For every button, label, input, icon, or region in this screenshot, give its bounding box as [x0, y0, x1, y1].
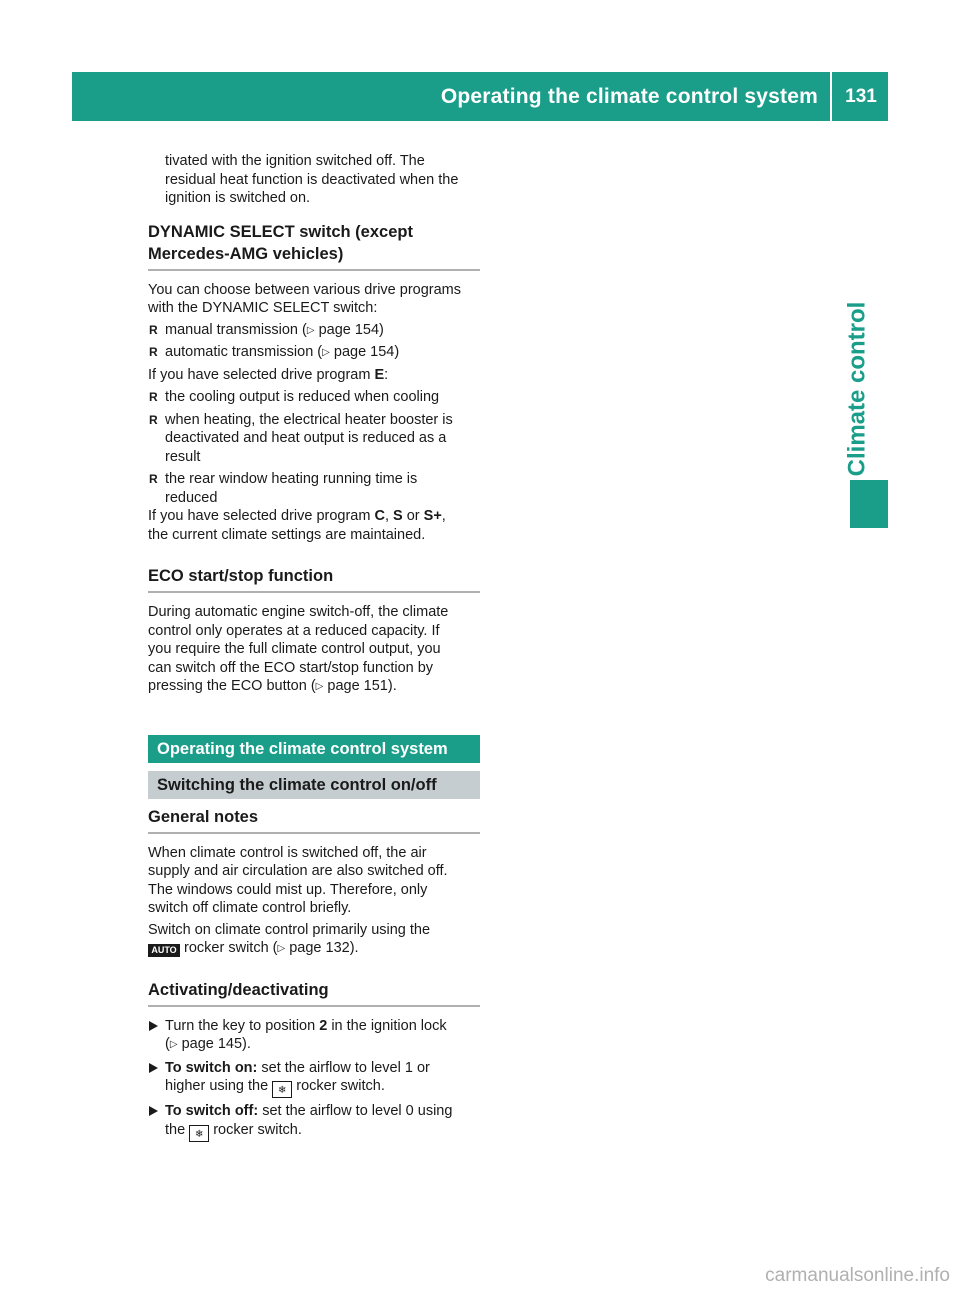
- triangle-right-icon: ▷: [306, 324, 315, 336]
- text-line: [148, 507, 480, 526]
- page-ref-link[interactable]: page 154): [333, 344, 400, 360]
- text-line: Switch on climate control primarily using the: [148, 921, 431, 938]
- heading-line: ECO start/stop function: [148, 567, 334, 585]
- page-ref-link[interactable]: page 151).: [327, 678, 397, 694]
- heading-line: DYNAMIC SELECT switch (except: [148, 222, 413, 241]
- step-label: To switch on:: [165, 1059, 258, 1076]
- text-line: supply and air circulation are also switched off.: [148, 863, 448, 879]
- dynamic-paragraph: [148, 281, 480, 318]
- drive-program-e-text: [148, 366, 480, 385]
- key-position: 2: [319, 1017, 328, 1034]
- triangle-right-icon: ▷: [322, 347, 330, 358]
- page-ref-link[interactable]: page 145).: [181, 1036, 251, 1052]
- text-span: rocker switch (: [180, 940, 278, 956]
- heading-line: General notes: [148, 807, 259, 826]
- text-line: [165, 1017, 480, 1036]
- drive-program-code: C: [374, 508, 385, 524]
- general-paragraph: [148, 844, 480, 918]
- heading-dynamic-select: [148, 221, 480, 271]
- list-item: [148, 321, 480, 341]
- text-span: pressing the ECO button (: [148, 678, 316, 694]
- text-span: set the airflow to level 1 or: [257, 1059, 430, 1076]
- text-line: R the rear window heating running time is: [165, 471, 418, 487]
- step-item: [148, 1059, 480, 1099]
- text-line: The windows could mist up. Therefore, only: [148, 881, 428, 898]
- drive-program-code: S+: [423, 508, 442, 524]
- text-span: :: [384, 366, 389, 383]
- text-line: the current climate settings are maintained.: [148, 526, 426, 543]
- text-span: rocker switch.: [209, 1121, 302, 1138]
- text-line: During automatic engine switch-off, the climate: [148, 604, 449, 620]
- text-line: residual heat function is deactivated when the: [165, 171, 459, 188]
- text-span: If you have selected drive program: [148, 508, 375, 524]
- watermark: carmanualsonline.info: [765, 1265, 950, 1286]
- triangle-right-icon: ▷: [277, 943, 286, 954]
- text-line: [165, 1121, 480, 1142]
- text-line: can switch off the ECO start/stop function by: [148, 659, 434, 676]
- text-span: If you have selected drive program: [148, 366, 375, 383]
- page-header-title: Operating the climate control system: [440, 84, 818, 108]
- general-paragraph-2: [148, 921, 480, 959]
- page-ref-link[interactable]: page 154): [318, 321, 384, 338]
- page-ref-link[interactable]: page 132).: [289, 940, 359, 956]
- header-divider: [830, 72, 832, 121]
- text-line: switch off climate control briefly.: [148, 900, 352, 916]
- text-span: or: [402, 508, 424, 524]
- heading-activating: [148, 979, 480, 1007]
- text-span: ,: [441, 508, 446, 524]
- text-line: [165, 1059, 480, 1078]
- list-item: [148, 470, 480, 507]
- drive-program-code: S: [393, 508, 403, 524]
- text-line: you require the full climate control output, you: [148, 641, 441, 657]
- text-line: deactivated and heat output is reduced as a: [165, 430, 447, 446]
- text-line: result: [165, 448, 201, 465]
- side-tab: [837, 303, 877, 475]
- intro-paragraph: [148, 152, 480, 208]
- step-item: [148, 1102, 480, 1142]
- section-title-bar: Operating the climate control system: [148, 735, 480, 763]
- text-line: [148, 677, 480, 697]
- text-line: [165, 1102, 480, 1121]
- text-span: the: [165, 1121, 190, 1138]
- text-line: [148, 939, 480, 959]
- heading-general-notes: [148, 806, 480, 834]
- text-line: When climate control is switched off, the air: [148, 844, 427, 861]
- subsection-title-bar: Switching the climate control on/off: [148, 771, 480, 799]
- drive-program-c-s-text: [148, 507, 480, 544]
- text-span: rocker switch.: [292, 1078, 385, 1094]
- heading-line: Mercedes-AMG vehicles): [148, 244, 344, 263]
- auto-button-icon: AUTO: [148, 944, 180, 957]
- text-line: (▷ page 145).: [165, 1036, 251, 1052]
- text-span: set the airflow to level 0 using: [258, 1103, 453, 1119]
- text-line: control only operates at a reduced capacity. If: [148, 622, 440, 639]
- text-line: You can choose between various drive programs: [148, 281, 462, 298]
- triangle-right-icon: ▷: [315, 681, 324, 692]
- text-span: in the ignition lock: [327, 1017, 447, 1034]
- fan-switch-icon: ❄: [272, 1081, 292, 1098]
- text-line: with the DYNAMIC SELECT switch:: [148, 300, 378, 316]
- triangle-right-icon: ▷: [169, 1039, 178, 1050]
- page-number: 131: [845, 85, 877, 107]
- heading-eco-start-stop: [148, 565, 480, 593]
- drive-program-code: E: [374, 366, 385, 383]
- fan-switch-icon: ❄: [189, 1125, 209, 1142]
- eco-paragraph: [148, 603, 480, 697]
- text-span: ,: [384, 508, 394, 524]
- text-line: [165, 1077, 480, 1098]
- step-item: [148, 1017, 480, 1055]
- list-item: [148, 411, 480, 467]
- list-item: R the cooling output is reduced when cooling: [148, 388, 480, 407]
- text-span: Turn the key to position: [165, 1017, 320, 1034]
- text-span: higher using the: [165, 1078, 273, 1094]
- side-tab-block: [850, 480, 888, 528]
- heading-line: Activating/deactivating: [148, 980, 329, 999]
- text-line: R when heating, the electrical heater booster is: [165, 411, 453, 428]
- list-item-text: automatic transmission (: [165, 344, 323, 360]
- text-line: reduced: [165, 489, 218, 506]
- step-label: To switch off:: [165, 1103, 259, 1119]
- text-line: tivated with the ignition switched off. The: [165, 153, 425, 169]
- side-tab-label: Climate control: [843, 301, 871, 477]
- page-content: [148, 152, 480, 1142]
- text-line: ignition is switched on.: [165, 190, 311, 206]
- list-item-text: manual transmission (: [165, 321, 307, 338]
- list-item: [148, 343, 480, 363]
